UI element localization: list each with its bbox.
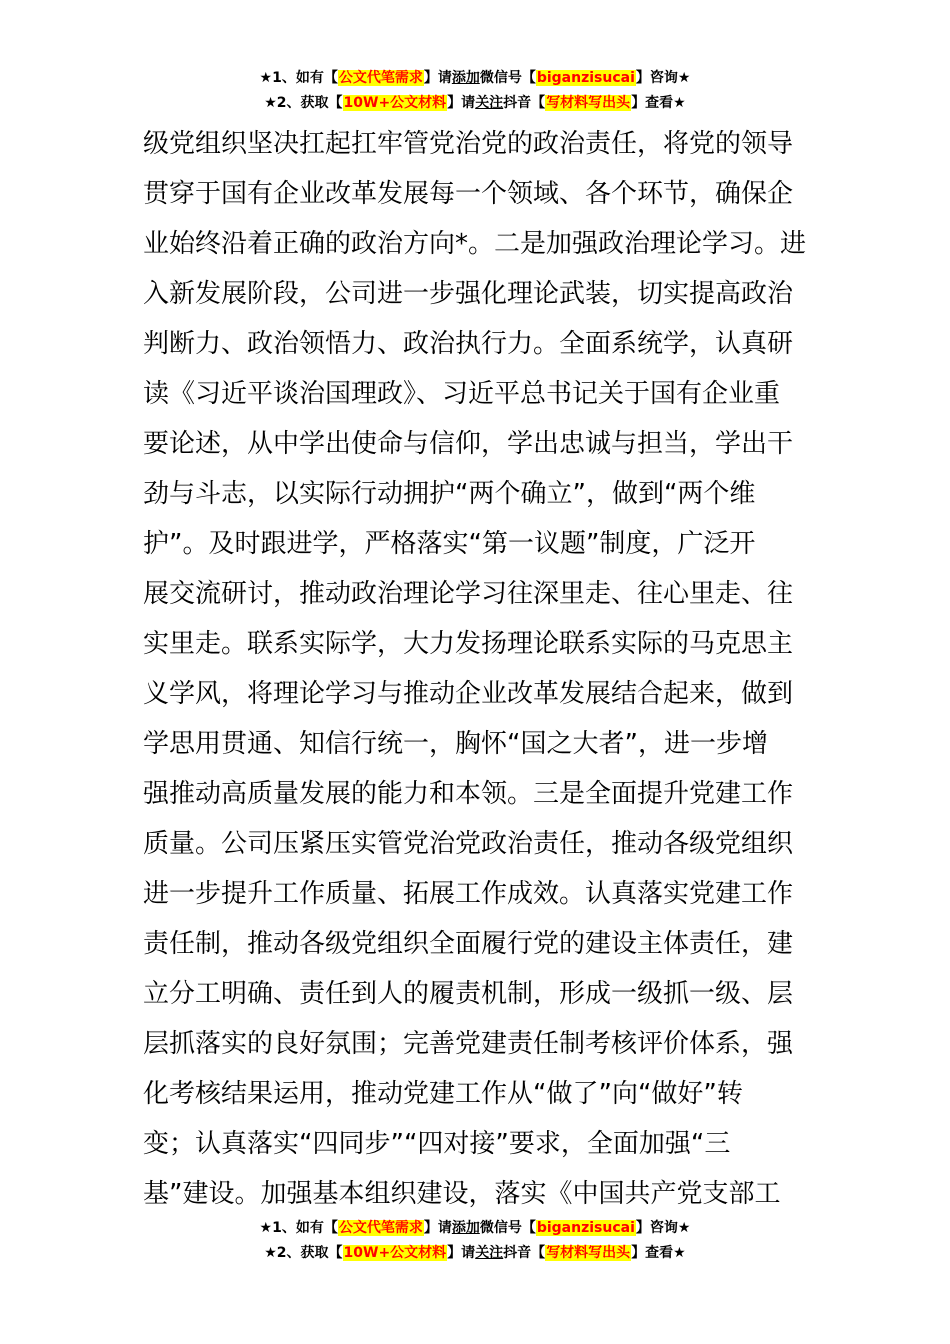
highlight-douyin-account: 写材料写出头: [546, 1245, 631, 1261]
highlight-materials: 10W+公文材料: [343, 95, 447, 111]
banner-text: 】请: [447, 1245, 476, 1261]
banner-underlined-text: 关注: [475, 1245, 504, 1261]
highlight-wechat-id: biganzisucai: [536, 1220, 635, 1236]
highlight-materials: 10W+公文材料: [343, 1245, 447, 1261]
banner-text: 】查看★: [631, 1245, 686, 1261]
document-body: [143, 119, 823, 1219]
body-line: 质量。公司压紧压实管党治党政治责任，推动各级党组织: [143, 829, 794, 859]
banner-line-1: [0, 66, 950, 91]
highlight-ghostwriting: 公文代笔需求: [338, 70, 423, 86]
banner-text: 】查看★: [631, 95, 686, 111]
banner-text: 微信号【: [479, 1220, 536, 1236]
body-line: 贯穿于国有企业改革发展每一个领域、各个环节，确保企: [143, 179, 794, 209]
body-line: 责任制，推动各级党组织全面履行党的建设主体责任，建: [143, 929, 794, 959]
body-line: 劲与斗志，以实际行动拥护“两个确立”，做到“两个维: [143, 479, 756, 509]
body-line: 业始终沿着正确的政治方向*。二是加强政治理论学习。进: [143, 229, 807, 259]
body-line: 护”。及时跟进学，严格落实“第一议题”制度，广泛开: [143, 529, 756, 559]
banner-underlined-text: 关注: [475, 95, 504, 111]
banner-line-2: [0, 1241, 950, 1266]
body-line: 入新发展阶段，公司进一步强化理论武装，切实提高政治: [143, 279, 794, 309]
body-line: 级党组织坚决扛起扛牢管党治党的政治责任，将党的领导: [143, 129, 794, 159]
banner-text: ★1、如有【: [259, 70, 338, 86]
header-banner: [0, 66, 950, 116]
banner-text: ★1、如有【: [259, 1220, 338, 1236]
highlight-ghostwriting: 公文代笔需求: [338, 1220, 423, 1236]
highlight-wechat-id: biganzisucai: [536, 70, 635, 86]
footer-banner: [0, 1216, 950, 1266]
banner-line-2: [0, 91, 950, 116]
banner-text: 】咨询★: [635, 70, 691, 86]
body-line: 实里走。联系实际学，大力发扬理论联系实际的马克思主: [143, 629, 794, 659]
banner-text: ★2、获取【: [264, 95, 343, 111]
banner-text: 】请: [447, 95, 476, 111]
body-line: 学思用贯通、知信行统一，胸怀“国之大者”，进一步增: [143, 729, 768, 759]
banner-text: 抖音【: [503, 95, 546, 111]
banner-text: 抖音【: [503, 1245, 546, 1261]
banner-text: 微信号【: [479, 70, 536, 86]
banner-text: 】咨询★: [635, 1220, 691, 1236]
body-line: 进一步提升工作质量、拓展工作成效。认真落实党建工作: [143, 879, 794, 909]
banner-text: ★2、获取【: [264, 1245, 343, 1261]
banner-line-1: [0, 1216, 950, 1241]
banner-text: 】请: [423, 70, 452, 86]
body-line: 判断力、政治领悟力、政治执行力。全面系统学，认真研: [143, 329, 794, 359]
body-line: 化考核结果运用，推动党建工作从“做了”向“做好”转: [143, 1079, 743, 1109]
banner-underlined-text: 添加: [451, 1220, 480, 1236]
body-line: 展交流研讨，推动政治理论学习往深里走、往心里走、往: [143, 579, 794, 609]
banner-text: 】请: [423, 1220, 452, 1236]
body-line: 层抓落实的良好氛围；完善党建责任制考核评价体系，强: [143, 1029, 794, 1059]
body-line: 基”建设。加强基本组织建设，落实《中国共产党支部工: [143, 1179, 781, 1209]
body-line: 强推动高质量发展的能力和本领。三是全面提升党建工作: [143, 779, 794, 809]
body-line: 要论述，从中学出使命与信仰，学出忠诚与担当，学出干: [143, 429, 794, 459]
body-line: 变；认真落实“四同步”“四对接”要求，全面加强“三: [143, 1129, 731, 1159]
body-line: 读《习近平谈治国理政》、习近平总书记关于国有企业重: [143, 379, 781, 409]
body-line: 立分工明确、责任到人的履责机制，形成一级抓一级、层: [143, 979, 794, 1009]
body-line: 义学风，将理论学习与推动企业改革发展结合起来，做到: [143, 679, 794, 709]
banner-underlined-text: 添加: [451, 70, 480, 86]
highlight-douyin-account: 写材料写出头: [546, 95, 631, 111]
